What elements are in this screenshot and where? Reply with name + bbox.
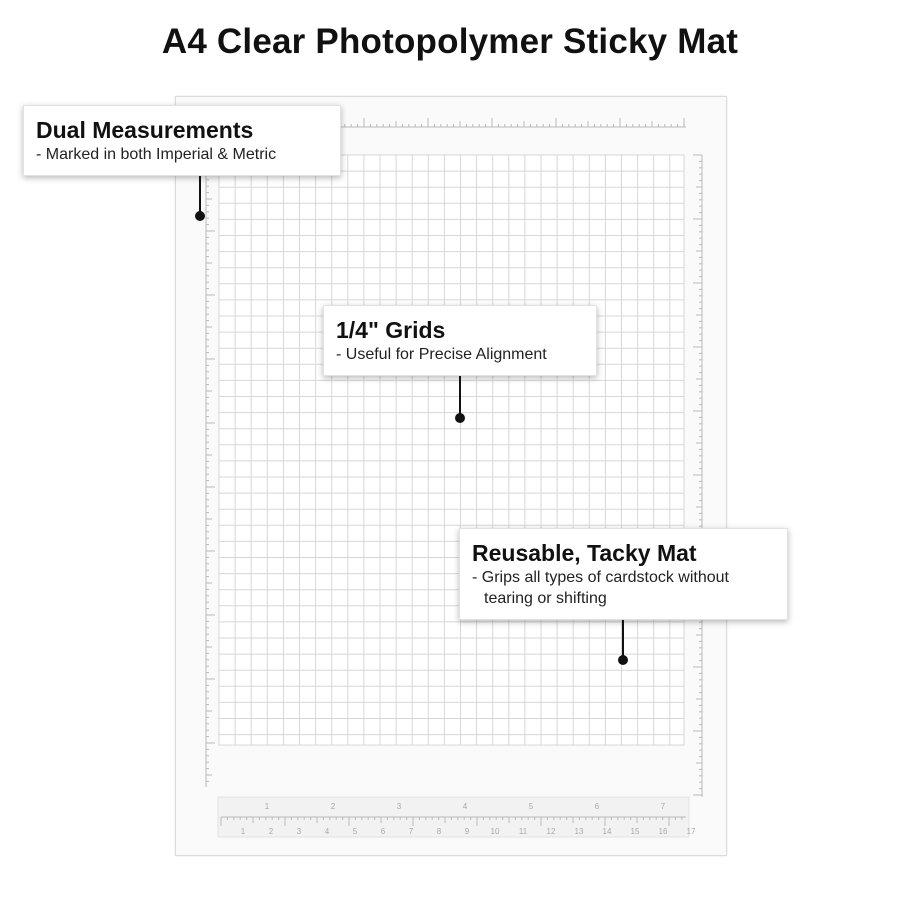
ruler-cm-label: 6 — [380, 827, 386, 836]
callout-pointer-dot — [195, 211, 205, 221]
callout-dual-measurements — [23, 105, 341, 176]
ruler-inch-label: 7 — [660, 802, 666, 811]
callout-pointer-dot — [455, 413, 465, 423]
ruler-cm-label: 3 — [296, 827, 302, 836]
callout-description — [472, 567, 775, 609]
ruler-cm-label: 2 — [268, 827, 274, 836]
ruler-cm-label: 16 — [658, 827, 668, 836]
callout-quarter-inch-grids — [323, 305, 597, 376]
ruler-inch-label: 1 — [264, 802, 270, 811]
callout-heading: 1/4" Grids — [336, 317, 446, 343]
callout-reusable-tacky-mat — [459, 528, 788, 620]
ruler-cm-label: 14 — [602, 827, 612, 836]
ruler-cm-label: 12 — [546, 827, 556, 836]
callout-leader-line — [459, 376, 461, 418]
callout-heading: Dual Measurements — [36, 117, 254, 143]
ruler-cm-label: 17 — [686, 827, 696, 836]
callout-description-line: tearing or shifting — [484, 590, 607, 607]
ruler-inch-label: 3 — [396, 802, 402, 811]
ruler-cm-label: 1 — [240, 827, 246, 836]
grid-area — [219, 155, 684, 745]
callout-leader-line — [199, 176, 201, 216]
callout-description: - Useful for Precise Alignment — [336, 346, 547, 363]
ruler-cm-label: 5 — [352, 827, 358, 836]
sticky-mat — [175, 96, 727, 856]
ruler-cm-label: 8 — [436, 827, 442, 836]
callout-description-line: - Grips all types of cardstock without — [472, 569, 729, 586]
callout-pointer-dot — [618, 655, 628, 665]
ruler-cm-label: 13 — [574, 827, 584, 836]
page-title: A4 Clear Photopolymer Sticky Mat — [161, 22, 739, 61]
ruler-cm-label: 11 — [518, 827, 528, 836]
ruler-cm-label: 4 — [324, 827, 330, 836]
ruler-cm-label: 7 — [408, 827, 414, 836]
ruler-cm-label: 10 — [490, 827, 500, 836]
ruler-inch-label: 6 — [594, 802, 600, 811]
callout-description: - Marked in both Imperial & Metric — [36, 146, 277, 163]
ruler-inch-label: 2 — [330, 802, 336, 811]
callout-heading: Reusable, Tacky Mat — [472, 540, 697, 566]
ruler-inch-label: 4 — [462, 802, 468, 811]
callout-leader-line — [622, 620, 624, 660]
mat-grid-illustration — [176, 97, 726, 855]
ruler-cm-label: 15 — [630, 827, 640, 836]
ruler-inch-label: 5 — [528, 802, 534, 811]
ruler-cm-label: 9 — [464, 827, 470, 836]
